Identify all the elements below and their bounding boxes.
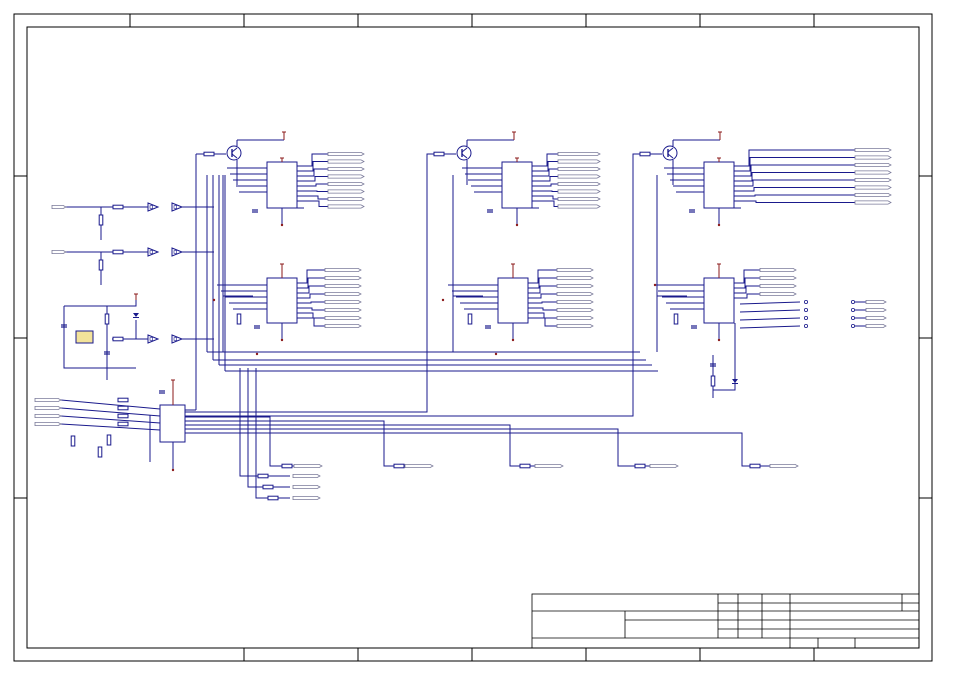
base-resistor [434,152,444,156]
output-connector [328,205,364,208]
bias-resistor [107,435,111,445]
driver-ic-upper [704,162,734,208]
output-connector [866,316,886,319]
test-pad [804,300,807,303]
output-connector [328,175,364,178]
output-connector [325,308,361,311]
output-connector [855,148,891,151]
series-resistor [268,496,278,500]
test-pad [851,300,854,303]
output-connector [558,160,600,163]
input-connector [52,250,66,253]
output-connector [558,197,600,200]
junction-dot [281,224,283,226]
series-resistor [394,464,404,468]
series-resistor [113,337,123,341]
osc-resistor [105,314,109,324]
output-connector [325,268,361,271]
series-resistor [282,464,292,468]
series-resistor [750,464,760,468]
junction-dot [213,299,215,301]
junction-dot [442,299,444,301]
test-pad [851,316,854,319]
output-connector [855,178,891,181]
transistor-body [457,146,471,160]
series-resistor [520,464,530,468]
output-connector [855,193,891,196]
junction-dot [718,339,720,341]
output-connector [328,197,364,200]
output-connector [557,316,593,319]
output-connector [770,464,798,467]
driver-ic-upper [267,162,297,208]
output-connector [325,292,361,295]
output-connector [293,474,320,477]
junction-dot [256,353,258,355]
test-pad [851,324,854,327]
output-connector [535,464,563,467]
pullup-resistor [674,314,678,324]
series-resistor [113,205,123,209]
output-connector [325,276,361,279]
output-net [297,191,328,192]
output-connector [557,324,593,327]
output-connector [328,182,364,185]
output-connector [293,496,320,499]
input-connector [35,414,61,417]
controller-ic [160,405,185,442]
series-resistor [113,250,123,254]
bias-resistor [98,447,102,457]
output-connector [760,276,796,279]
bias-resistor [71,436,75,446]
test-pad [804,324,807,327]
series-resistor [258,474,268,478]
output-net [532,191,558,192]
output-connector [866,308,886,311]
transistor-body [227,146,241,160]
junction-dot [495,353,497,355]
output-connector [558,175,600,178]
output-connector [558,205,600,208]
output-connector [405,464,433,467]
junction-dot [281,339,283,341]
output-connector [558,182,600,185]
oscillator-module [76,331,93,343]
output-connector [325,324,361,327]
test-pad [851,308,854,311]
driver-ic-upper [502,162,532,208]
output-connector [328,190,364,193]
output-connector [325,316,361,319]
pulldown-resistor [99,260,103,270]
output-connector [557,284,593,287]
output-connector [557,268,593,271]
output-connector [855,186,891,189]
driver-ic-lower [498,278,528,323]
base-resistor [640,152,650,156]
input-connector [35,406,61,409]
input-resistor [118,414,128,418]
output-connector [760,284,796,287]
output-connector [558,167,600,170]
input-connector [35,422,61,425]
input-resistor [118,422,128,426]
output-connector [557,300,593,303]
output-connector [855,171,891,174]
output-connector [760,268,796,271]
output-connector [294,464,322,467]
junction-dot [512,339,514,341]
bias-resistor [711,376,715,386]
base-resistor [204,152,214,156]
test-pad [804,316,807,319]
output-connector [557,292,593,295]
pullup-resistor [237,314,241,324]
output-connector [866,300,886,303]
input-connector [35,398,61,401]
driver-ic-lower [267,278,297,323]
output-connector [855,163,891,166]
input-connector [52,205,66,208]
output-connector [866,324,886,327]
output-connector [293,485,320,488]
pullup-resistor [468,314,472,324]
input-resistor [118,398,128,402]
transistor-body [663,146,677,160]
output-connector [855,156,891,159]
output-connector [325,300,361,303]
pulldown-resistor [99,215,103,225]
junction-dot [172,469,174,471]
series-resistor [635,464,645,468]
output-connector [855,201,891,204]
driver-ic-lower [704,278,734,323]
output-connector [557,308,593,311]
output-connector [650,464,678,467]
test-pad [804,308,807,311]
junction-dot [654,284,656,286]
output-connector [328,160,364,163]
output-connector [557,276,593,279]
output-connector [558,152,600,155]
output-connector [760,292,796,295]
output-connector [558,190,600,193]
output-connector [325,284,361,287]
junction-dot [718,224,720,226]
junction-dot [516,224,518,226]
output-connector [328,152,364,155]
output-connector [328,167,364,170]
input-resistor [118,406,128,410]
series-resistor [263,485,273,489]
